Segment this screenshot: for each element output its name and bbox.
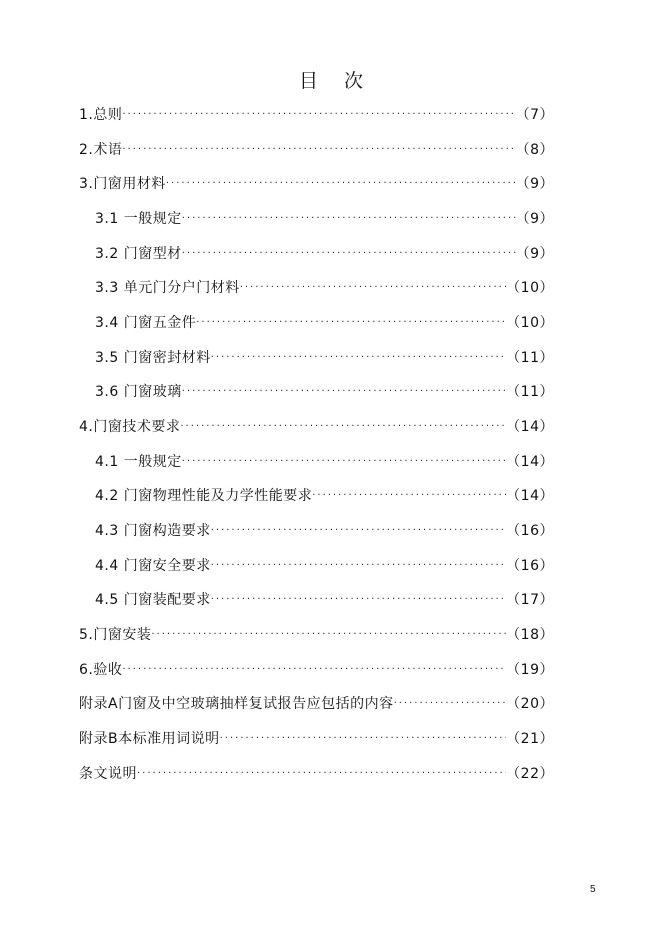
toc-entry[interactable] — [79, 727, 554, 751]
dot-leader — [182, 450, 506, 474]
toc-entry-page: （17） — [506, 592, 554, 608]
toc-entry-label: 附录A门窗及中空玻璃抽样复试报告应包括的内容 — [79, 696, 394, 712]
toc-entry[interactable] — [95, 207, 554, 231]
toc-entry-page: （21） — [506, 731, 554, 747]
toc-entry[interactable] — [95, 311, 554, 335]
dot-leader — [211, 519, 506, 543]
toc-entry-label: 4.1 一般规定 — [95, 454, 182, 470]
toc-entry[interactable] — [79, 692, 554, 716]
dot-leader — [182, 242, 516, 266]
toc-entry-page: （10） — [506, 315, 554, 331]
toc-entry-label: 3.门窗用材料 — [79, 176, 166, 192]
dot-leader — [196, 311, 506, 335]
dot-leader — [180, 415, 506, 439]
toc-entry-page: （11） — [506, 384, 554, 400]
toc-entry-label: 3.5 门窗密封材料 — [95, 350, 211, 366]
toc-entry-label: 3.2 门窗型材 — [95, 246, 182, 262]
toc-entry-label: 附录B本标准用词说明 — [79, 731, 220, 747]
toc-entry-page: （7） — [515, 107, 554, 123]
toc-entry-page: （9） — [515, 211, 554, 227]
dot-leader — [122, 103, 515, 127]
toc-entry-page: （10） — [506, 280, 554, 296]
toc-entry-label: 4.4 门窗安全要求 — [95, 558, 211, 574]
toc-entry-page: （14） — [506, 419, 554, 435]
dot-leader — [211, 346, 506, 370]
toc-entry-page: （14） — [506, 454, 554, 470]
dot-leader — [312, 484, 506, 508]
toc-entry-label: 3.3 单元门分户门材料 — [95, 280, 240, 296]
toc-entry[interactable] — [95, 450, 554, 474]
dot-leader — [182, 207, 516, 231]
toc-entry[interactable] — [79, 658, 554, 682]
toc-entry-label: 3.6 门窗玻璃 — [95, 384, 182, 400]
toc-entry-label: 6.验收 — [79, 662, 123, 678]
toc-entry-page: （14） — [506, 488, 554, 504]
toc-entry[interactable] — [95, 380, 554, 404]
dot-leader — [394, 692, 507, 716]
dot-leader — [122, 658, 506, 682]
dot-leader — [240, 276, 506, 300]
toc-entry-page: （22） — [506, 766, 554, 782]
toc-entry[interactable] — [95, 346, 554, 370]
toc-entry[interactable] — [79, 138, 554, 162]
dot-leader — [151, 623, 506, 647]
dot-leader — [122, 138, 515, 162]
toc-entry-label: 条文说明 — [79, 766, 137, 782]
dot-leader — [182, 380, 506, 404]
toc-entry-label: 4.5 门窗装配要求 — [95, 592, 211, 608]
toc-entry-page: （11） — [506, 350, 554, 366]
toc-entry-page: （18） — [506, 627, 554, 643]
toc-entry[interactable] — [95, 484, 554, 508]
page-number: 5 — [590, 884, 596, 895]
toc-entry-page: （16） — [506, 523, 554, 539]
dot-leader — [137, 762, 506, 786]
toc-entry[interactable] — [95, 554, 554, 578]
toc-entry-label: 3.1 一般规定 — [95, 211, 182, 227]
toc-entry-label: 4.门窗技术要求 — [79, 419, 181, 435]
toc-entry[interactable] — [79, 623, 554, 647]
toc-entry-page: （16） — [506, 558, 554, 574]
toc-entry-page: （9） — [515, 246, 554, 262]
dot-leader — [211, 588, 506, 612]
toc-entry-page: （8） — [515, 142, 554, 158]
toc-entry-label: 5.门窗安装 — [79, 627, 152, 643]
toc-entry[interactable] — [79, 762, 554, 786]
toc-entry[interactable] — [95, 588, 554, 612]
toc-entry-label: 4.2 门窗物理性能及力学性能要求 — [95, 488, 313, 504]
toc-entry-label: 2.术语 — [79, 142, 123, 158]
toc-entry-label: 1.总则 — [79, 107, 123, 123]
toc-entry[interactable] — [79, 103, 554, 127]
toc-entry-page: （19） — [506, 662, 554, 678]
toc-entry[interactable] — [79, 415, 554, 439]
toc-entry-page: （9） — [515, 176, 554, 192]
toc-entry-page: （20） — [506, 696, 554, 712]
toc-entry[interactable] — [95, 276, 554, 300]
toc-entry-label: 4.3 门窗构造要求 — [95, 523, 211, 539]
toc-entry-label: 3.4 门窗五金件 — [95, 315, 197, 331]
toc-entry[interactable] — [95, 242, 554, 266]
dot-leader — [166, 172, 516, 196]
page-title: 目 次 — [298, 70, 374, 92]
dot-leader — [211, 554, 506, 578]
toc-entry[interactable] — [95, 519, 554, 543]
toc-entry[interactable] — [79, 172, 554, 196]
dot-leader — [220, 727, 507, 751]
